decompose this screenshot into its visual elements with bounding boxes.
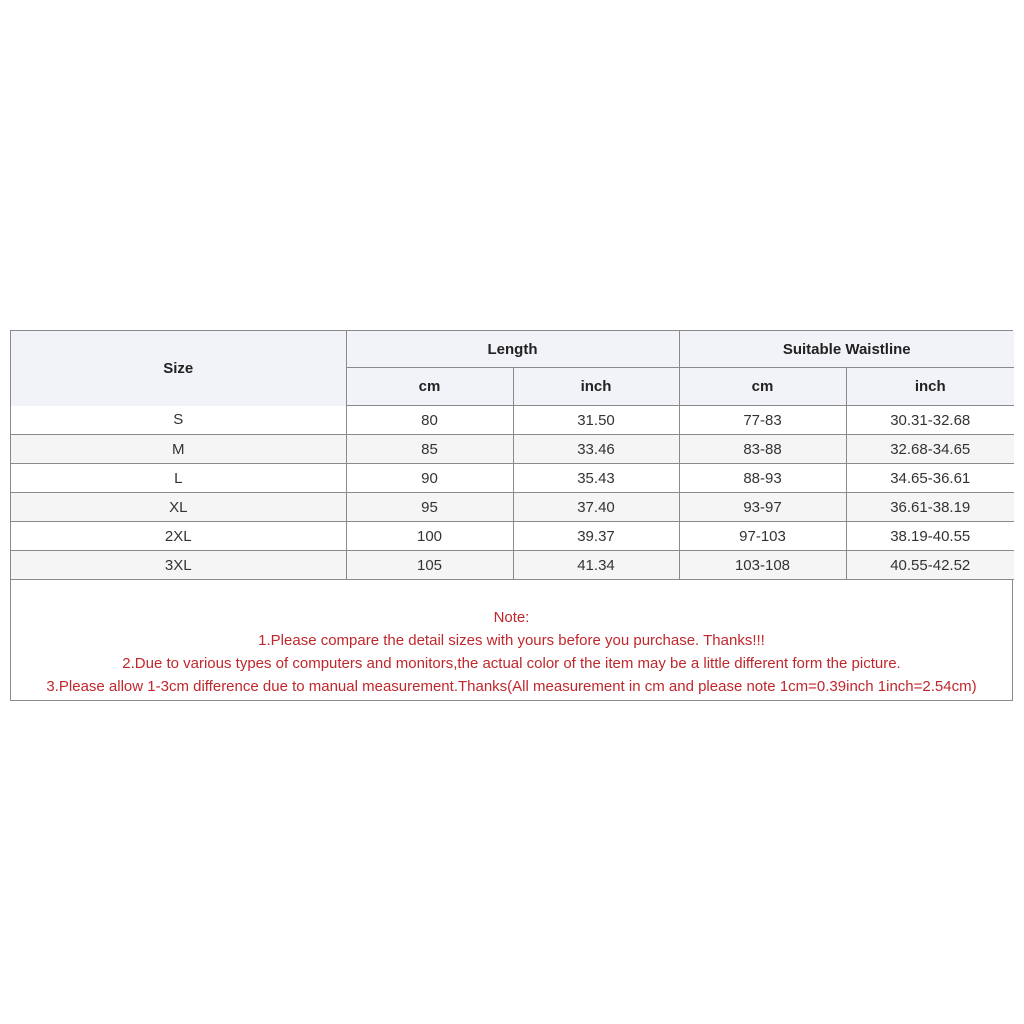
- table-row: [11, 464, 1014, 493]
- note-line-3: 3.Please allow 1-3cm difference due to manual measurement.Thanks(All measurement in cm and please note 1cm=0.39inch 1inch=2.54cm): [46, 678, 977, 695]
- length-inch-header: inch: [513, 368, 679, 406]
- cell-waist-inch: 32.68-34.65: [846, 435, 1014, 464]
- cell-length-cm: 85: [346, 435, 513, 464]
- cell-waist-inch: 38.19-40.55: [846, 522, 1014, 551]
- cell-waist-inch: 34.65-36.61: [846, 464, 1014, 493]
- size-chart: [10, 330, 1013, 701]
- cell-length-inch: 39.37: [513, 522, 679, 551]
- length-cm-header: cm: [346, 368, 513, 406]
- length-group-header: Length: [346, 331, 679, 368]
- table-row: [11, 522, 1014, 551]
- cell-waist-cm: 88-93: [679, 464, 846, 493]
- cell-length-cm: 80: [346, 406, 513, 435]
- size-column-header: Size: [11, 331, 346, 406]
- waist-inch-header: inch: [846, 368, 1014, 406]
- cell-length-inch: 37.40: [513, 493, 679, 522]
- cell-waist-cm: 93-97: [679, 493, 846, 522]
- cell-size: 3XL: [11, 551, 346, 580]
- notes-title: Note:: [493, 609, 530, 626]
- note-line-1: 1.Please compare the detail sizes with yours before you purchase. Thanks!!!: [258, 632, 765, 649]
- cell-length-inch: 41.34: [513, 551, 679, 580]
- cell-size: 2XL: [11, 522, 346, 551]
- cell-length-cm: 95: [346, 493, 513, 522]
- note-line-2: 2.Due to various types of computers and monitors,the actual color of the item may be a little different form the picture.: [122, 655, 901, 672]
- size-table: [11, 331, 1014, 580]
- cell-length-cm: 100: [346, 522, 513, 551]
- notes-section: [11, 580, 1012, 700]
- cell-length-inch: 31.50: [513, 406, 679, 435]
- cell-length-inch: 33.46: [513, 435, 679, 464]
- table-row: [11, 435, 1014, 464]
- cell-size: L: [11, 464, 346, 493]
- table-row: [11, 406, 1014, 435]
- cell-length-inch: 35.43: [513, 464, 679, 493]
- cell-waist-cm: 97-103: [679, 522, 846, 551]
- waist-cm-header: cm: [679, 368, 846, 406]
- cell-waist-cm: 77-83: [679, 406, 846, 435]
- cell-size: XL: [11, 493, 346, 522]
- cell-size: M: [11, 435, 346, 464]
- table-row: [11, 551, 1014, 580]
- cell-length-cm: 90: [346, 464, 513, 493]
- waistline-group-header: Suitable Waistline: [679, 331, 1014, 368]
- cell-waist-inch: 30.31-32.68: [846, 406, 1014, 435]
- cell-waist-inch: 36.61-38.19: [846, 493, 1014, 522]
- cell-length-cm: 105: [346, 551, 513, 580]
- cell-waist-inch: 40.55-42.52: [846, 551, 1014, 580]
- table-row: [11, 493, 1014, 522]
- cell-waist-cm: 103-108: [679, 551, 846, 580]
- cell-size: S: [11, 406, 346, 435]
- cell-waist-cm: 83-88: [679, 435, 846, 464]
